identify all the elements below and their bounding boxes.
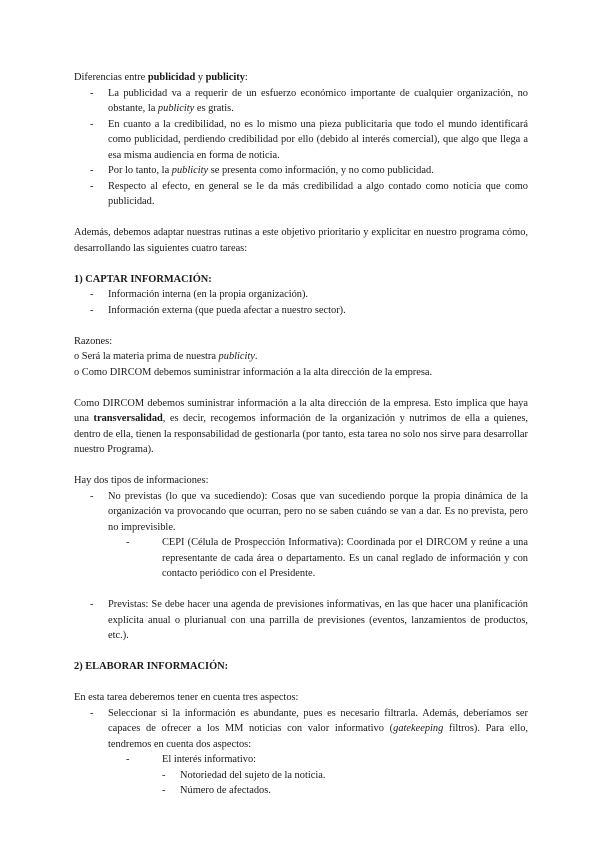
razones-line-1: o Será la materia prima de nuestra publicity. xyxy=(74,351,258,362)
section-2-intro: En esta tarea deberemos tener en cuenta tres aspectos: xyxy=(74,692,299,703)
bullet-dash: - xyxy=(90,707,94,719)
list-item: - Información externa (que pueda afectar a nuestro sector). xyxy=(74,303,528,319)
bullet-dash: - xyxy=(90,599,94,610)
list-item: - Seleccionar si la información es abundante, pues es necesario filtrarla. Además, deberíamos ser capaces de ofrecer a los MM noticias con valor informativo (gatekeeping filtros). Para ello, tendremos en cuenta dos aspectos: xyxy=(90,707,529,750)
bullet-dash: - xyxy=(90,118,94,130)
list-item: - En cuanto a la credibilidad, no es lo mismo una pieza publicitaria que todo el mundo identificará como publicidad, perdiendo credibilidad por ello (debido al interés comercial), que algo que llega a esa misma audiencia en forma de noticia. xyxy=(90,118,528,161)
bullet-dash: - xyxy=(90,87,94,99)
term-transversalidad: transversalidad xyxy=(93,413,163,424)
bullet-dash: - xyxy=(90,304,94,316)
list-item: - El interés informativo: xyxy=(74,752,528,768)
list-item: - Información interna (en la propia organización). xyxy=(74,287,528,303)
list-item: - Previstas: Se debe hacer una agenda de previsiones informativas, en las que hacer una planificación explícita anual o plurianual con una parrilla de previsiones (eventos, lanzamientos de productos, etc.). xyxy=(90,599,528,641)
document-body xyxy=(74,70,528,799)
bullet-dash: - xyxy=(90,165,94,176)
list-item: - Notoriedad del sujeto de la noticia. xyxy=(74,768,528,784)
bullet-dash: - xyxy=(162,769,166,781)
list-item: - La publicidad va a requerir de un esfuerzo económico importante de cualquier organización, no obstante, la publicity es gratis. xyxy=(90,87,528,114)
diferencias-heading: Diferencias entre publicidad y publicity: xyxy=(74,72,248,83)
term-publicidad: publicidad xyxy=(147,72,196,83)
razones-line-2: o Como DIRCOM debemos suministrar información a la alta dirección de la empresa. xyxy=(74,366,433,378)
list-item: - Número de afectados. xyxy=(74,783,528,799)
dircom-paragraph: Como DIRCOM debemos suministrar información a la alta dirección de la empresa. Esto implica que haya una transversalidad, es decir, recogemos información de la organización y nutrimos de ella a quienes, dentro de ella, tienen la responsabilidad de gestionarla (por tanto, esta tarea no solo nos sirve para desarrollar nuestro Programa). xyxy=(74,397,528,455)
bullet-dash: - xyxy=(126,537,130,548)
list-item: - Respecto al efecto, en general se le da más credibilidad a algo contado como noticia que como publicidad. xyxy=(90,180,528,207)
tipos-label: Hay dos tipos de informaciones: xyxy=(74,475,209,486)
term-publicity: publicity xyxy=(205,72,245,83)
list-item: - CEPI (Célula de Prospección Informativa): Coordinada por el DIRCOM y reúne a una representante de cada área o departamento. Es un canal reglado de información y con contacto periódico con el Presidente. xyxy=(126,537,528,579)
bullet-dash: - xyxy=(90,289,94,300)
bullet-dash: - xyxy=(126,754,130,765)
section-2-title: 2) ELABORAR INFORMACIÓN: xyxy=(74,661,229,672)
adaptar-paragraph: Además, debemos adaptar nuestras rutinas a este objetivo prioritario y explicitar en nuestro programa cómo, desarrollando las siguientes cuatro tareas: xyxy=(74,227,528,254)
bullet-dash: - xyxy=(162,785,166,796)
bullet-dash: - xyxy=(90,490,94,502)
section-1-title: 1) CAPTAR INFORMACIÓN: xyxy=(74,273,212,285)
list-item: - No previstas (lo que va sucediendo): Cosas que van sucediendo porque la propia dinámica de la organización va provocando que ocurran, pero no se saben cuándo se van a dar. Es no prevista, pero no imprevisible. xyxy=(90,490,528,533)
list-item: - Por lo tanto, la publicity se presenta como información, y no como publicidad. xyxy=(74,163,528,179)
bullet-dash: - xyxy=(90,180,94,192)
razones-label: Razones: xyxy=(74,335,113,347)
